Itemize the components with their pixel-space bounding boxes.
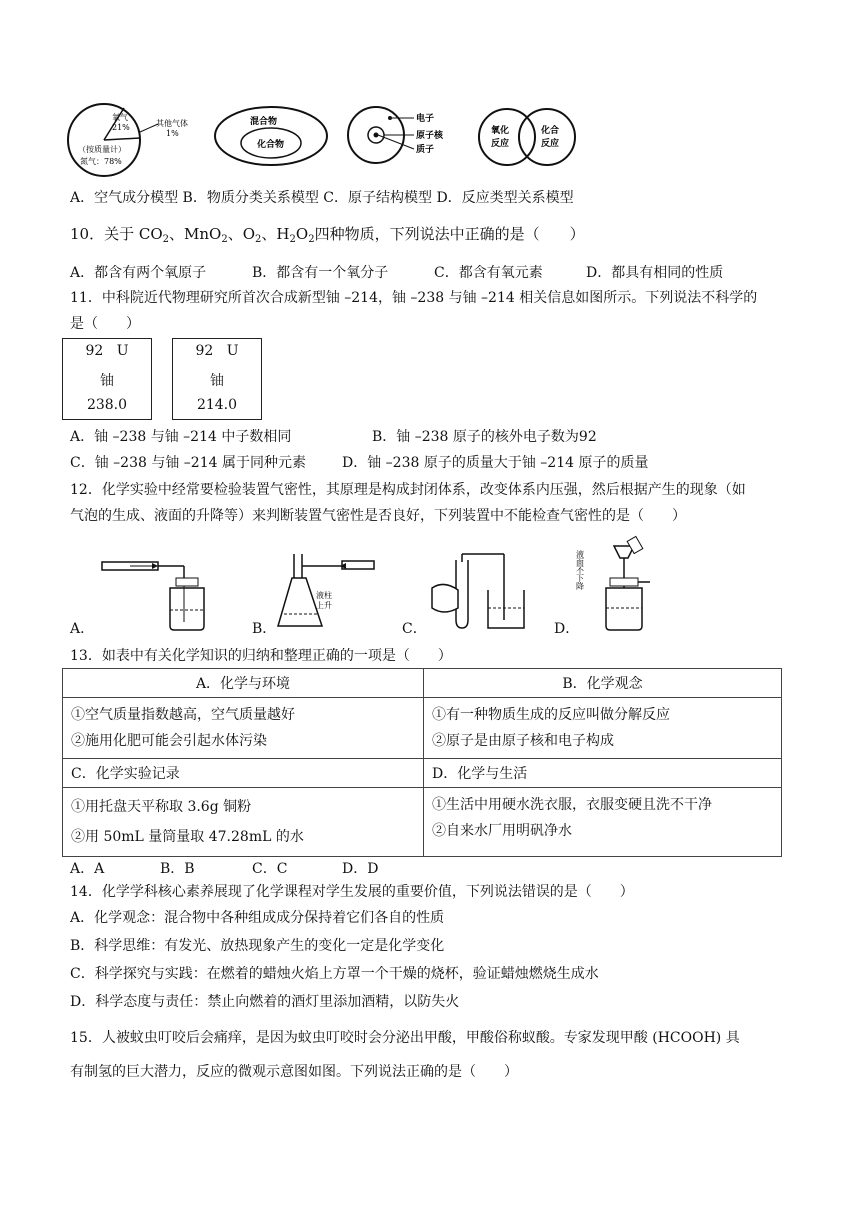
q10-option-b: B．都含有一个氧分子 [252, 265, 389, 281]
element-name: 铀 [210, 373, 224, 389]
q11-stem-line2: 是（ ） [70, 316, 140, 332]
mass-basis-label: （按质量计） [78, 145, 126, 154]
table-head-b: B．化学观念 [424, 669, 782, 698]
q13-stem: 13．如表中有关化学知识的归纳和整理正确的一项是（ ） [70, 648, 452, 664]
apparatus-b-flask-syringe [272, 548, 382, 634]
atom-structure-figure [346, 104, 456, 166]
other-gas-label: 其他气体 [156, 119, 188, 128]
table-d-item-2: ②自来水厂用明矾净水 [432, 823, 572, 839]
q14-option-d: D．科学态度与责任：禁止向燃着的酒灯里添加酒精，以防失火 [70, 994, 460, 1010]
apparatus-a-syringe-bottle [100, 548, 210, 634]
element-symbol: U [226, 343, 239, 359]
q12-label-c: C． [402, 621, 427, 637]
q10-option-a: A．都含有两个氧原子 [70, 265, 207, 281]
q10-option-c: C．都含有氧元素 [434, 265, 543, 281]
q14-option-c: C．科学探究与实践：在燃着的蜡烛火焰上方罩一个干燥的烧杯，验证蜡烛燃烧生成水 [70, 966, 599, 982]
table-cell-d [424, 788, 782, 857]
combination-label-2: 反应 [541, 139, 560, 149]
q9-options: A．空气成分模型 B．物质分类关系模型 C．原子结构模型 D．反应类型关系模型 [70, 190, 574, 206]
table-head-d: D．化学与生活 [424, 759, 782, 788]
q14-option-b: B．科学思维：有发光、放热现象产生的变化一定是化学变化 [70, 938, 445, 954]
table-cell-b [424, 698, 782, 759]
air-composition-pie-figure [66, 100, 216, 180]
liquid-column-label-1: 液柱 [316, 591, 332, 600]
q14-stem: 14．化学学科核心素养展现了化学课程对学生发展的重要价值，下列说法错误的是（ ） [70, 884, 634, 900]
nitrogen-label: 氮气：78% [80, 157, 122, 166]
q14-option-a: A．化学观念：混合物中各种组成成分保持着它们各自的性质 [70, 910, 445, 926]
q12-stem-line1: 12．化学实验中经常要检验装置气密性，其原理是构成封闭体系，改变体系内压强，然后根据产生的现象（如 [70, 482, 746, 498]
table-head-a: A．化学与环境 [63, 669, 424, 698]
element-symbol: U [116, 343, 129, 359]
element-card-u238 [62, 338, 152, 420]
q13-option-a: A．A [70, 861, 105, 877]
q10-stem: 10．关于 $CO_2$、MnO$_2$、$O_2$、$H_2O_2$四种物质，下列说法中正确的是（ ） [70, 225, 585, 245]
q12-label-a: A． [70, 621, 95, 637]
atomic-mass: 214.0 [196, 397, 238, 413]
q11-option-d: D．铀 –238 原子的质量大于铀 –214 原子的质量 [342, 455, 649, 471]
table-c-item-2: ②用 50mL 量筒量取 47.28mL 的水 [71, 829, 304, 845]
knowledge-table [62, 668, 782, 857]
substance-classification-figure [212, 104, 330, 168]
element-card-u214 [172, 338, 262, 420]
electron-label: 电子 [416, 114, 435, 124]
other-gas-pct: 1% [166, 129, 179, 138]
atomic-number: 92 [85, 343, 104, 359]
apparatus-d-funnel-bottle [575, 536, 658, 634]
oxidation-label-2: 反应 [491, 139, 510, 149]
apparatus-c-testtube-beaker [424, 550, 534, 634]
oxygen-label: 氧气 [112, 113, 128, 122]
reaction-type-venn-figure [474, 106, 584, 168]
q11-option-c: C．铀 –238 与铀 –214 属于同种元素 [70, 455, 306, 471]
oxidation-label-1: 氧化 [491, 126, 510, 136]
q15-stem-line2: 有制氢的巨大潜力，反应的微观示意图如图。下列说法正确的是（ ） [70, 1064, 518, 1080]
q12-label-d: D． [554, 621, 580, 637]
oxygen-pct: 21% [112, 123, 130, 132]
table-c-item-1: ①用托盘天平称取 3.6g 铜粉 [71, 799, 252, 815]
q11-option-b: B．铀 –238 原子的核外电子数为92 [372, 429, 597, 445]
table-cell-a [63, 698, 424, 759]
liquid-level-label: 液面不下降 [575, 550, 585, 590]
q10-option-d: D．都具有相同的性质 [586, 265, 724, 281]
atomic-mass: 238.0 [86, 397, 128, 413]
proton-label: 质子 [416, 145, 435, 155]
table-b-item-2: ②原子是由原子核和电子构成 [432, 733, 614, 749]
q12-stem-line2: 气泡的生成、液面的升降等）来判断装置气密性是否良好，下列装置中不能检查气密性的是（ ） [70, 508, 686, 524]
q13-option-b: B．B [160, 861, 195, 877]
q12-label-b: B． [252, 621, 277, 637]
table-d-item-1: ①生活中用硬水洗衣服，衣服变硬且洗不干净 [432, 797, 712, 813]
table-cell-c [63, 788, 424, 857]
table-a-item-2: ②施用化肥可能会引起水体污染 [71, 733, 267, 749]
q15-stem-line1: 15．人被蚊虫叮咬后会痛痒，是因为蚊虫叮咬时会分泌出甲酸，甲酸俗称蚁酸。专家发现甲酸 (HCOOH) 具 [70, 1030, 740, 1046]
mixture-label: 混合物 [250, 117, 278, 127]
element-name: 铀 [100, 373, 114, 389]
atomic-number: 92 [195, 343, 214, 359]
q13-option-c: C．C [252, 861, 288, 877]
q11-option-a: A．铀 –238 与铀 –214 中子数相同 [70, 429, 292, 445]
q11-stem-line1: 11．中科院近代物理研究所首次合成新型铀 –214，铀 –238 与铀 –214 相关信息如图所示。下列说法不科学的 [70, 290, 758, 306]
table-head-c: C．化学实验记录 [63, 759, 424, 788]
compound-label: 化合物 [257, 140, 285, 150]
table-a-item-1: ①空气质量指数越高，空气质量越好 [71, 707, 295, 723]
combination-label-1: 化合 [541, 126, 560, 136]
table-b-item-1: ①有一种物质生成的反应叫做分解反应 [432, 707, 670, 723]
q13-option-d: D．D [342, 861, 379, 877]
nucleus-label: 原子核 [416, 131, 444, 141]
liquid-column-label-2: 上升 [316, 601, 332, 610]
